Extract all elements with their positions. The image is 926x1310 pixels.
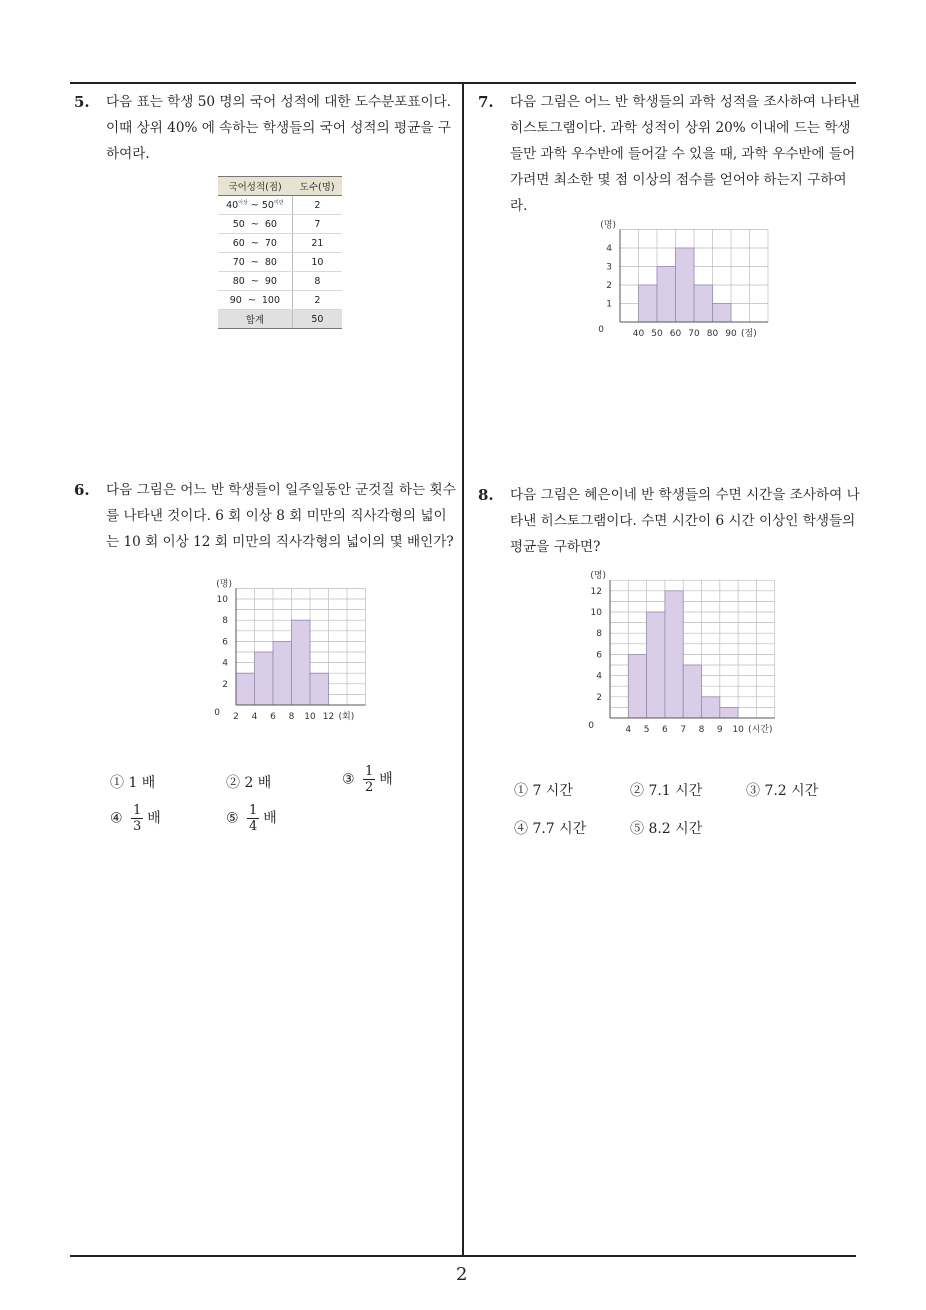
q6-choice-2[interactable]: ② 2 배 (226, 775, 272, 791)
x-tick-label: 10 (732, 725, 744, 735)
y-tick-label: 10 (590, 608, 602, 618)
y-tick-label: 4 (222, 658, 228, 669)
y-tick-label: 2 (596, 692, 602, 703)
x-tick-label: 40 (632, 329, 645, 339)
histogram-bar (665, 591, 683, 718)
x-tick-label: 60 (669, 329, 682, 339)
q5-range: 50 ~ 60 (218, 215, 292, 234)
q8-choice-3[interactable]: ③ 7.2 시간 (746, 783, 819, 799)
histogram-bar (647, 612, 665, 718)
y-tick-label: 4 (606, 244, 612, 254)
column-divider (462, 82, 464, 1256)
q6-histogram (198, 579, 368, 727)
q5-range: 60 ~ 70 (218, 234, 292, 253)
q5-header-count: 도수(명) (292, 177, 342, 196)
q8-text: 다음 그림은 혜은이네 반 학생들의 수면 시간을 조사하여 나타낸 히스토그램이다. 수면 시간이 6 시간 이상인 학생들의 평균을 구하면? (510, 487, 860, 555)
q7-text: 다음 그림은 어느 반 학생들의 과학 성적을 조사하여 나타낸 히스토그램이다. 과학 성적이 상위 20% 이내에 드는 학생들만 과학 우수반에 들어갈 수 있을 때, 과학 우수반에 들어가려면 최소한 몇 점 이상의 점수를 얻어야 하는지 구하여라. (510, 94, 860, 214)
x-axis-label: (시간) (748, 725, 773, 735)
x-tick-label: 4 (625, 725, 632, 735)
q6-choice-4[interactable]: ④ $\frac{1}{3}$ 배 (110, 803, 161, 834)
y-tick-label: 6 (222, 637, 228, 648)
table-row-total (218, 310, 342, 329)
y-axis-label: (명) (216, 579, 232, 590)
q6-choice-3[interactable]: ③ $\frac{1}{2}$ 배 (342, 764, 393, 795)
x-tick-label: 12 (322, 712, 335, 722)
x-tick-label: 6 (270, 712, 276, 722)
x-tick-label: 9 (716, 725, 723, 735)
y-axis-label: (명) (600, 220, 616, 231)
q5-range-first: $40^{이상}$ ~ $50^{미만}$ (218, 196, 292, 215)
x-tick-label: 70 (688, 329, 700, 339)
y-tick-label: 10 (216, 595, 228, 605)
q5-count: 10 (292, 253, 342, 272)
histogram-bar (273, 641, 292, 705)
x-axis-label: (점) (741, 329, 757, 339)
y-tick-label: 8 (222, 616, 228, 627)
q6-choice-5[interactable]: ⑤ $\frac{1}{4}$ 배 (226, 803, 277, 834)
histogram-bar (236, 673, 255, 705)
q5-header-score: 국어성적(점) (218, 177, 292, 196)
x-tick-label: 7 (680, 725, 687, 735)
y-tick-label: 8 (596, 629, 602, 640)
x-tick-label: 80 (706, 329, 719, 339)
q6-choices (110, 764, 450, 850)
y-tick-label: 3 (606, 262, 612, 273)
q5-question (106, 89, 458, 167)
y-tick-label: 6 (596, 650, 602, 661)
histogram-bar (255, 652, 274, 705)
table-row (218, 253, 342, 272)
x-tick-label: 8 (288, 712, 295, 722)
x-tick-label: 6 (662, 725, 668, 735)
q8-histogram (588, 566, 788, 736)
origin-label: 0 (598, 325, 604, 335)
q5-count: 8 (292, 272, 342, 291)
y-tick-label: 12 (590, 586, 602, 597)
q5-range: 70 ~ 80 (218, 253, 292, 272)
origin-label: 0 (214, 708, 220, 718)
y-tick-label: 4 (596, 671, 602, 682)
y-axis-label: (명) (590, 571, 606, 582)
q8-choices (514, 780, 854, 840)
x-tick-label: 90 (725, 329, 737, 339)
q5-text: 다음 표는 학생 50 명의 국어 성적에 대한 도수분포표이다. 이때 상위 40% 에 속하는 학생들의 국어 성적의 평균을 구하여라. (106, 94, 452, 162)
y-tick-label: 2 (222, 679, 228, 690)
x-tick-label: 2 (233, 712, 239, 722)
origin-label: 0 (588, 721, 594, 731)
q7-histogram (598, 220, 770, 343)
histogram-bar (292, 620, 311, 705)
q6-text: 다음 그림은 어느 반 학생들이 일주일동안 군것질 하는 횟수를 나타낸 것이다. 6 회 이상 8 회 미만의 직사각형의 넓이는 10 회 이상 12 회 미만의 직사각형의 넓이의 몇 배인가? (106, 482, 456, 550)
x-tick-label: 8 (698, 725, 705, 735)
q6-question (106, 477, 458, 555)
x-tick-label: 4 (251, 712, 258, 722)
histogram-bar (657, 267, 676, 323)
histogram-bar (683, 665, 701, 718)
q8-choice-5[interactable]: ⑤ 8.2 시간 (630, 821, 703, 837)
q5-count: 7 (292, 215, 342, 234)
histogram-bar (702, 697, 720, 718)
q8-choice-4[interactable]: ④ 7.7 시간 (514, 821, 587, 837)
q8-question (510, 482, 860, 560)
q5-count: 21 (292, 234, 342, 253)
q5-count: 2 (292, 291, 342, 310)
q6-number: 6. (74, 481, 90, 499)
histogram-bar (694, 285, 713, 322)
table-row (218, 272, 342, 291)
y-tick-label: 2 (606, 281, 612, 291)
histogram-bar (713, 304, 732, 323)
q8-number: 8. (478, 486, 494, 504)
q5-range: 90 ~ 100 (218, 291, 292, 310)
x-tick-label: 50 (651, 329, 663, 339)
x-axis-label: (회) (338, 712, 355, 722)
page-number: 2 (456, 1264, 468, 1285)
y-tick-label: 1 (606, 299, 612, 310)
q8-choice-2[interactable]: ② 7.1 시간 (630, 783, 703, 799)
table-row (218, 291, 342, 310)
q7-question (510, 89, 860, 219)
bottom-rule (70, 1255, 856, 1257)
histogram-bar (310, 673, 329, 705)
q8-choice-1[interactable]: ① 7 시간 (514, 783, 573, 799)
q5-count: 2 (292, 196, 342, 215)
q7-number: 7. (478, 93, 494, 111)
histogram-bar (628, 654, 646, 718)
q5-total-label: 합계 (218, 310, 292, 329)
histogram-bar (720, 707, 738, 718)
q5-range: 80 ~ 90 (218, 272, 292, 291)
q5-total-value: 50 (292, 310, 342, 329)
x-tick-label: 5 (643, 725, 650, 735)
table-row (218, 196, 342, 215)
q6-choice-1[interactable]: ① 1 배 (110, 775, 156, 791)
x-tick-label: 10 (304, 712, 316, 722)
histogram-bar (639, 285, 658, 322)
table-row (218, 234, 342, 253)
table-row (218, 215, 342, 234)
q5-number: 5. (74, 93, 90, 111)
histogram-bar (676, 248, 695, 322)
q5-frequency-table (218, 176, 342, 329)
